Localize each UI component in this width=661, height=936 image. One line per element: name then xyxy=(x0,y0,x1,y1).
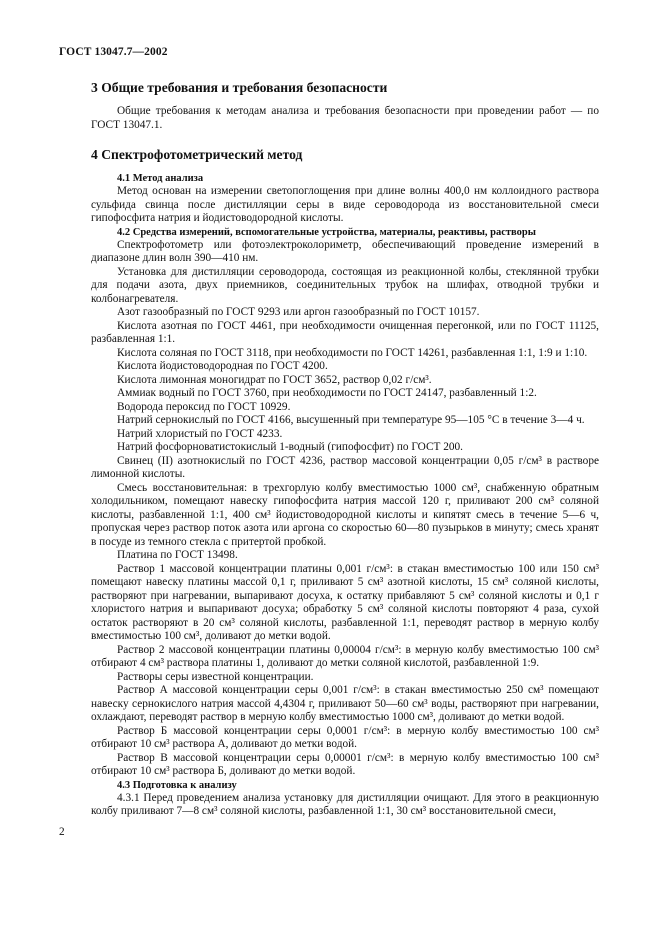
reagent-item: Кислота соляная по ГОСТ 3118, при необходимости по ГОСТ 14261, разбавленная 1:1, 1:9 и 1:10. xyxy=(117,346,588,359)
reagent-item: Раствор А массовой концентрации серы 0,001 г/см³: в стакан вместимостью 250 см³ помещают навеску сернокислого натрия массой 4,4304 г, приливают 50—60 см³ воды, растворяют при нагревании, охлаждают, переводят раствор в мерную колбу вместимостью 1000 см³, доливают до метки водой. xyxy=(91,684,599,723)
subsection-4-1-text: Метод основан на измерении светопоглощения при длине волны 400,0 нм коллоидного раствора сульфида свинца после дистилляции серы в виде сероводорода из восстановительной смеси гипофосфита натрия и йодистоводородной кислоты. xyxy=(91,185,599,224)
reagent-item: Аммиак водный по ГОСТ 3760, при необходимости по ГОСТ 24147, разбавленный 1:2. xyxy=(117,387,537,399)
reagent-item: Кислота йодистоводородная по ГОСТ 4200. xyxy=(117,360,328,372)
section-3-text: Общие требования к методам анализа и требования безопасности при проведении работ — по ГОСТ 13047.1. xyxy=(91,105,599,131)
page-number: 2 xyxy=(59,826,65,838)
reagent-item: Натрий фосфорноватистокислый 1-водный (гипофосфит) по ГОСТ 200. xyxy=(117,441,463,453)
paragraph-4-3-1: 4.3.1 Перед проведением анализа установку для дистилляции очищают. Для этого в реакционную колбу приливают 7—8 см³ соляной кислоты, разбавленной 1:1, 30 см³ восстановительной смеси, xyxy=(91,791,599,817)
reagent-item: Раствор Б массовой концентрации серы 0,0001 г/см³: в мерную колбу вместимостью 100 см³ отбирают 10 см³ раствора А, доливают до метки водой. xyxy=(91,724,599,750)
reagent-item: Свинец (II) азотнокислый по ГОСТ 4236, раствор массовой концентрации 0,05 г/см³ в растворе лимонной кислоты. xyxy=(91,454,599,480)
reagent-item: Водорода пероксид по ГОСТ 10929. xyxy=(117,400,291,413)
reagent-item: Раствор В массовой концентрации серы 0,00001 г/см³: в мерную колбу вместимостью 100 см³ отбирают 10 см³ раствора Б, доливают до метки водой. xyxy=(91,751,599,777)
reagent-item: Растворы серы известной концентрации. xyxy=(117,670,314,683)
reagent-item: Натрий хлористый по ГОСТ 4233. xyxy=(117,427,283,440)
reagent-item: Раствор 2 массовой концентрации платины 0,00004 г/см³: в мерную колбу вместимостью 100 см³ отбирают 4 см³ раствора платины 1, доливают до метки соляной кислотой, разбавленной 1:9. xyxy=(91,643,599,669)
reagent-item: Платина по ГОСТ 13498. xyxy=(117,549,238,561)
page-header: ГОСТ 13047.7—2002 xyxy=(59,46,168,58)
page-content xyxy=(91,80,599,819)
reagent-item: Натрий сернокислый по ГОСТ 4166, высушенный при температуре 95—105 °С в течение 3—4 ч. xyxy=(117,414,585,426)
reagent-item: Спектрофотометр или фотоэлектроколориметр, обеспечивающий проведение измерений в диапазоне длин волн 390—410 нм. xyxy=(91,238,599,264)
reagent-item: Азот газообразный по ГОСТ 9293 или аргон газообразный по ГОСТ 10157. xyxy=(117,306,480,318)
reagent-item: Смесь восстановительная: в трехгорлую колбу вместимостью 1000 см³, снабженную обратным холодильником, помещают навеску гипофосфита натрия массой 120 г, приливают 200 см³ соляной кислоты, разбавленной 1:1, 400 см³ йодистоводородной кислоты и кипятят смесь в течение 5—6 ч, пропуская через раствор поток азота или аргона со скоростью 60—80 пузырьков в минуту; смесь хранят в посуде из темного стекла с притертой пробкой. xyxy=(91,481,599,548)
reagent-item: Кислота лимонная моногидрат по ГОСТ 3652, раствор 0,02 г/см³. xyxy=(117,373,432,386)
reagent-item: Установка для дистилляции сероводорода, состоящая из реакционной колбы, стеклянной трубки для подачи азота, двух приемников, соединительных трубок на шлифах, отводной трубки и колбонагревателя. xyxy=(91,265,599,305)
subsection-4-2-heading: 4.2 Средства измерений, вспомогательные устройства, материалы, реактивы, растворы xyxy=(117,226,536,238)
section-4-heading: 4 Спектрофотометрический метод xyxy=(91,147,303,162)
reagent-item: Раствор 1 массовой концентрации платины 0,001 г/см³: в стакан вместимостью 100 или 150 см³ помещают навеску платины массой 0,1 г, приливают 5 см³ азотной кислоты, 15 см³ соляной кислоты, растворяют при нагревании, выпаривают досуха, к остатку прибавляют 5 см³ соляной кислоты и 0,1 г хлористого натрия и выпаривают досуха; обработку 5 см³ соляной кислоты повторяют 4 раза, сухой остаток растворяют в 20 см³ соляной кислоты, разбавленной 1:1, переводят раствор в мерную колбу вместимостью 100 см³, доливают до метки водой. xyxy=(91,562,599,642)
subsection-4-3-heading: 4.3 Подготовка к анализу xyxy=(117,779,237,791)
reagent-item: Кислота азотная по ГОСТ 4461, при необходимости очищенная перегонкой, или по ГОСТ 11125, разбавленная 1:1. xyxy=(91,319,599,345)
reagent-list xyxy=(91,239,599,779)
subsection-4-1-heading: 4.1 Метод анализа xyxy=(117,173,204,184)
section-3-heading: 3 Общие требования и требования безопасности xyxy=(91,80,388,95)
